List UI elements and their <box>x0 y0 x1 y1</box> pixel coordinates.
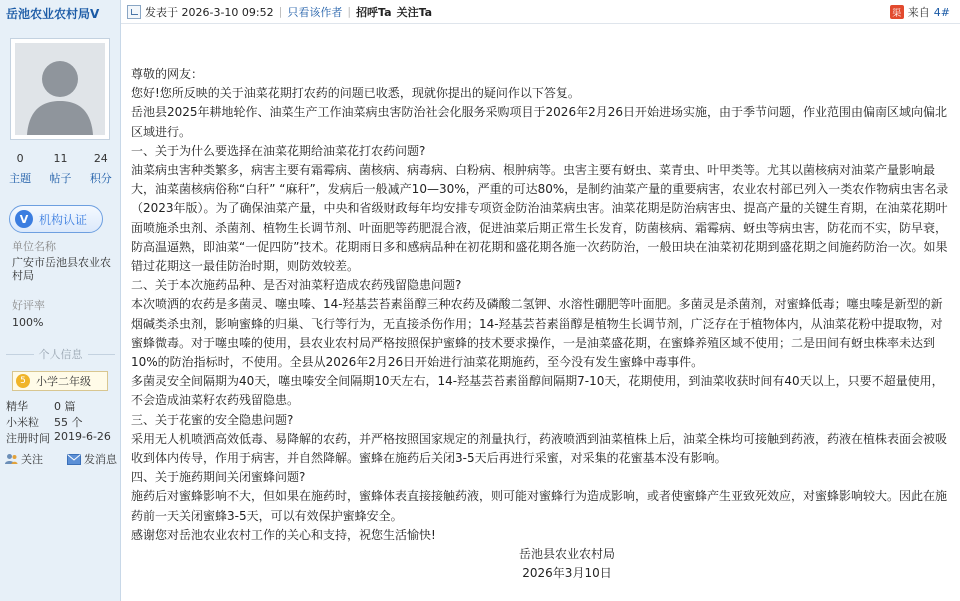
follow-label: 关注 <box>21 453 43 466</box>
post-heading: 一、关于为什么要选择在油菜花期给油菜花打农药问题? <box>131 143 426 158</box>
stat-posts-label: 帖子 <box>49 172 72 185</box>
detail-rice-value: 55 个 <box>54 416 83 429</box>
unit-value: 广安市岳池县农业农村局 <box>12 256 111 282</box>
post-paragraph: 岳池县2025年耕地轮作、油菜生产工作油菜病虫害防治社会化服务采购项目于2026年2月26日开始进场实施，由于季节问题，作业范围由偏南区域向偏北区域进行。 <box>131 105 947 139</box>
from-label: 来自 <box>907 6 930 19</box>
avatar[interactable] <box>10 38 110 140</box>
user-level-badge[interactable] <box>12 371 108 391</box>
separator: | <box>278 5 283 18</box>
verified-v-icon: V <box>15 210 33 228</box>
rating-label: 好评率 <box>12 299 45 312</box>
send-message-button[interactable] <box>67 451 117 467</box>
unit-label: 单位名称 <box>12 240 56 253</box>
stat-points[interactable] <box>90 152 112 186</box>
envelope-icon <box>67 454 81 465</box>
floor-number-link[interactable]: 4# <box>933 5 950 19</box>
stat-points-label: 积分 <box>89 172 112 185</box>
detail-essence-value: 0 篇 <box>54 400 76 413</box>
stat-threads-label: 主题 <box>9 172 32 185</box>
post-paragraph: 您好!您所反映的关于油菜花期打农药的问题已收悉，现就你提出的疑问作以下答复。 <box>131 86 580 101</box>
signature-org: 岳池县农业农村局 <box>518 547 615 562</box>
verify-label: 机构认证 <box>39 212 88 227</box>
detail-essence <box>6 398 116 414</box>
separator: | <box>347 5 352 18</box>
detail-register-date <box>6 430 116 446</box>
post-main <box>121 0 960 601</box>
floor-info <box>890 4 950 20</box>
follow-users-icon <box>5 453 18 465</box>
mobile-app-icon: 渠 <box>890 5 904 19</box>
detail-essence-key: 精华 <box>6 400 28 413</box>
rating-value: 100% <box>12 316 44 329</box>
message-label: 发消息 <box>84 453 117 466</box>
post-paragraph: 采用无人机喷洒高效低毒、易降解的农药，并严格按照国家规定的剂量执行，药液喷洒到油菜植株上后，油菜全株均可接触到药液，药液在植株表面会被吸收到体内传导，作用于病害，并自然降解。蜜蜂在施药后关闭3-5天后再进行采蜜，对采集的花蜜基本没有影响。 <box>131 431 948 466</box>
post-meta-bar <box>121 0 960 24</box>
post-paragraph: 油菜病虫害种类繁多，病害主要有霜霉病、菌核病、病毒病、白粉病、根肿病等。虫害主要有蚜虫、菜青虫、叶甲类等。尤其以菌核病对油菜产量影响最大，油菜菌核病俗称“白秆” “麻秆”，发病后一般减产10—30%，严重的可达80%，是制约油菜产量的重要病害，农业农村部已列入一类农作物病虫害名录（2023年版）。为了确保油菜产量，中央和省级财政每年均安排专项资金防治油菜病虫害。油菜花期是防治病害虫、提高产量的关键生育期，在油菜花期叶面喷施杀虫剂、杀菌剂、植物生长调节剂、叶面肥等药肥混合液，促进油菜后期正常生长发育，防菌核病、霜霉病、蚜虫等病虫害，防花而不实，防早衰，防高温逼熟，即油菜“一促四防”技术。花期雨日多和感病品种在初花期和盛花期各施一次药防治，一般田块在油菜初花期到盛花期之间施药防治一次。如果错过花期这一最佳防治时期，则防效较差。 <box>131 163 949 274</box>
post-paragraph: 本次喷洒的农药是多菌灵、噻虫嗪、14-羟基芸苔素甾醇三种农药及磷酸二氢钾、水溶性硼肥等叶面肥。多菌灵是杀菌剂，对蜜蜂低毒；噻虫嗪是新型的新烟碱类杀虫剂，影响蜜蜂的归巢、飞行等行为，无直接杀伤作用；14-羟基芸苔素甾醇是植物生长调节剂，广泛存在于植物体内，从油菜花粉中提取物，对蜜蜂微毒。对于噻虫嗪的使用，县农业农村局严格按照保护蜜蜂的技术要求操作，一是油菜盛花期，在蜜蜂养殖区域不使用；二是田间有蚜虫株率未达到10%的防治指标时，不使用。全县从2026年2月26日开始进行油菜花期施药，至今没有发生蜜蜂中毒事件。 <box>131 297 943 370</box>
stat-points-value: 24 <box>93 152 108 165</box>
divider <box>88 354 116 355</box>
detail-rice <box>6 414 116 430</box>
level-medal-icon: 5 <box>16 374 30 388</box>
post-paragraph: 多菌灵安全间隔期为40天，噻虫嗪安全间隔期10天左右，14-羟基芸苔素甾醇间隔期7-10天，花期使用，到油菜收获时间有40天以上，只要不超量使用，不会造成油菜籽农药残留隐患。 <box>131 374 944 408</box>
default-avatar-icon <box>15 43 105 135</box>
author-only-link[interactable]: 只看该作者 <box>287 5 343 19</box>
post-content <box>131 65 953 583</box>
post-paragraph: 感谢您对岳池农业农村工作的关心和支持，祝您生活愉快! <box>131 527 436 542</box>
personal-info-title: 个人信息 <box>38 348 83 361</box>
post-heading: 二、关于本次施药品种、是否对油菜籽造成农药残留隐患问题? <box>131 278 462 293</box>
author-stats <box>0 152 121 186</box>
personal-info-header <box>0 346 121 362</box>
post-paragraph: 尊敬的网友： <box>131 67 204 81</box>
user-level: 小学二年级 <box>36 375 91 388</box>
detail-register-value: 2019-6-26 <box>54 430 111 443</box>
follow-author-link[interactable]: 关注Ta <box>396 5 433 19</box>
sidebar-actions <box>5 451 117 467</box>
stat-posts-value: 11 <box>53 152 68 165</box>
signature-date: 2026年3月10日 <box>522 566 612 581</box>
post-paragraph: 施药后对蜜蜂影响不大，但如果在施药时，蜜蜂体表直接接触药液，则可能对蜜蜂行为造成影响，或者使蜜蜂产生亚致死效应，对蜜蜂影响较大。因此在施药前一天关闭蜜蜂3-5天，可以有效保护蜜蜂安全。 <box>131 489 948 523</box>
stat-threads[interactable] <box>9 152 31 186</box>
institution-verify-button[interactable] <box>9 205 103 233</box>
divider <box>6 354 34 355</box>
detail-register-key: 注册时间 <box>6 432 50 445</box>
posted-at: 发表于 2026-3-10 09:52 <box>145 5 274 19</box>
stat-posts[interactable] <box>49 152 71 186</box>
post-status-icon <box>127 5 141 19</box>
author-name-link[interactable]: 岳池农业农村局V <box>6 7 100 21</box>
stat-threads-value: 0 <box>16 152 24 165</box>
follow-button[interactable] <box>5 451 43 467</box>
detail-rice-key: 小米粒 <box>6 416 39 429</box>
greet-link[interactable]: 招呼Ta <box>356 5 392 19</box>
author-sidebar <box>0 0 121 601</box>
post-heading: 三、关于花蜜的安全隐患问题? <box>131 412 294 427</box>
post-heading: 四、关于施药期间关闭蜜蜂问题? <box>131 470 306 485</box>
